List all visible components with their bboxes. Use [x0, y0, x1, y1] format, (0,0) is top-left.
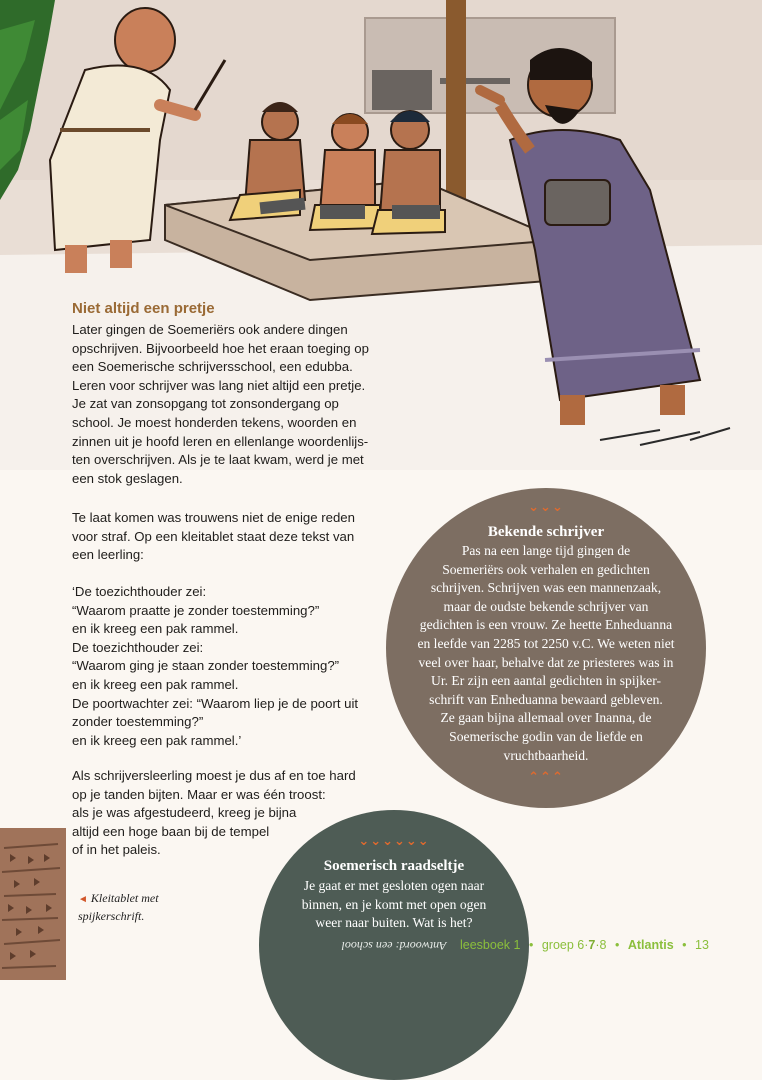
triangle-left-icon: ◄ — [78, 894, 88, 905]
footer-group-current: 7 — [588, 938, 596, 952]
caption-text: Kleitablet met spijkerschrift. — [78, 891, 159, 923]
quote-line: en ik kreeg een pak rammel. — [72, 621, 239, 637]
quote-line: “Waarom ging je staan zonder toestemming?” — [72, 658, 340, 674]
quote-block — [72, 583, 372, 750]
riddle-answer: Antwoord: een school — [341, 939, 447, 953]
paragraph-3: Als schrijversleerling moest je dus af en toe hard op je tanden bijten. Maar er was één troost: als je was afgestudeerd, kreeg je bijna altijd een hoge baan bij de tempel of in het paleis. — [72, 768, 356, 858]
chevron-down-icon: ⌄⌄⌄ — [528, 500, 564, 515]
riddle-box-title: Soemerisch raadseltje — [323, 858, 465, 874]
riddle-box-body: Je gaat er met gesloten ogen naar binnen, en je komt met open ogen weer naar buiten. Wat is het? — [301, 878, 487, 931]
bullet-separator: • — [528, 938, 534, 952]
info-box-bekende-schrijver — [386, 488, 706, 808]
quote-line: De toezichthouder zei: — [72, 639, 204, 655]
chevron-up-icon: ⌃⌃⌃ — [528, 770, 564, 785]
quote-line: zonder toestemming?” — [72, 714, 204, 730]
footer-group-prefix: groep 6 — [541, 938, 585, 952]
quote-line: ‘De toezichthouder zei: — [72, 584, 207, 599]
paragraph-1: Later gingen de Soemeriërs ook andere dingen opschrijven. Bijvoorbeeld hoe het eraan toeging op een Soemerische schrijversschool, een edubba. Leren voor schrijver was lang niet altijd een pretje. Je zat van zonsopgang tot zonsondergang op school. Je moest honderden tekens, woorden en zinnen uit je hoofd leren en ellenlange woordenlijs- ten overschrijven. Als je te laat kwam, werd je met een stok geslagen. — [72, 322, 369, 486]
quote-line: De poortwachter zei: “Waarom liep je de poort uit — [72, 695, 359, 711]
info-box-body: Pas na een lange tijd gingen de Soemeriërs ook verhalen en gedichten schrijven. Schrijven was een mannenzaak, maar de oudste bekende schrijver van gedichten is een vrouw. Ze heette Enheduanna en leefde van 2285 tot 2250 v.C. We weten niet veel over haar, behalve dat ze priesteres was in Ur. Er zijn een aantal gedichten in spijker- schrift van Enheduanna bewaard gebleven. Ze gaan bijna allemaal over Inanna, de Soemerische godin van de liefde en vruchtbaarheid. — [417, 543, 675, 763]
quote-line: en ik kreeg een pak rammel. — [72, 676, 239, 692]
bullet-separator: • — [614, 938, 620, 952]
bullet-separator: • — [682, 938, 687, 952]
paragraph-2: Te laat komen was trouwens niet de enige reden voor straf. Op een kleitablet staat deze tekst van een leerling: — [72, 510, 355, 563]
info-box-title: Bekende schrijver — [487, 524, 605, 540]
quote-line: en ik kreeg een pak rammel.’ — [72, 732, 242, 748]
footer-series: Atlantis — [627, 938, 674, 952]
clay-tablet-image — [0, 828, 66, 980]
footer-book: leesboek 1 — [460, 938, 521, 952]
students-figures — [230, 102, 445, 234]
page-number: 13 — [695, 938, 709, 952]
footer-group-suffix: 8 — [599, 938, 607, 952]
chevron-down-icon: ⌄⌄⌄⌄⌄⌄ — [358, 834, 430, 849]
quote-line: “Waarom praatte je zonder toestemming?” — [72, 602, 320, 618]
page-footer: leesboek 1 • groep 6·7·8 • Atlantis • 13 — [460, 938, 709, 952]
image-caption — [78, 890, 188, 924]
section-heading: Niet altijd een pretje — [72, 300, 215, 317]
